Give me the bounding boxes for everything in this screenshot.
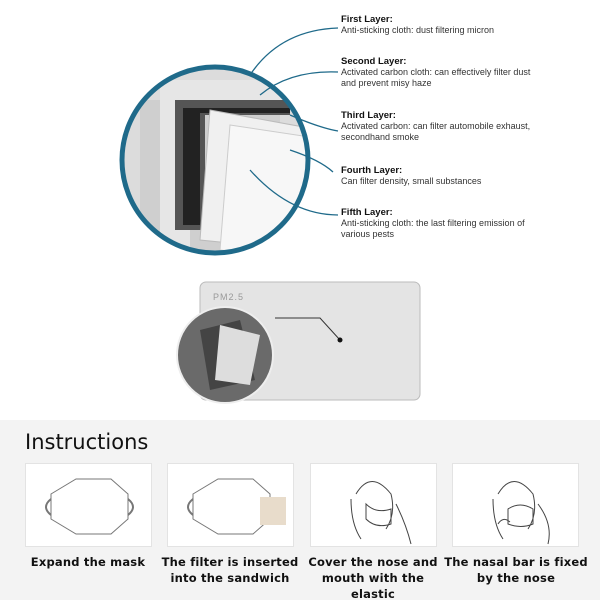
step-image-insert (167, 463, 294, 547)
step-image-expand (25, 463, 152, 547)
layer-title: First Layer: (341, 14, 393, 25)
layer-desc: Anti-sticking cloth: dust filtering micron (341, 25, 495, 35)
step-caption: Cover the nose and mouth with the elastic (308, 555, 438, 601)
layer-title: Fifth Layer: (341, 207, 393, 218)
layer-title: Fourth Layer: (341, 165, 403, 176)
instructions-title: Instructions (25, 430, 149, 454)
layer-desc: Anti-sticking cloth: the last filtering emission of various pests (341, 218, 525, 239)
layer-4 (341, 165, 541, 187)
layer-2 (341, 56, 541, 89)
layer-title: Third Layer: (341, 110, 396, 121)
layer-title: Second Layer: (341, 56, 407, 67)
layer-3 (341, 110, 541, 143)
layer-5 (341, 207, 541, 240)
layer-desc: Can filter density, small substances (341, 176, 482, 186)
step-image-nasal (452, 463, 579, 547)
step-caption: The nasal bar is fixed by the nose (444, 555, 588, 585)
step-caption: Expand the mask (30, 555, 146, 569)
step-image-cover (310, 463, 437, 547)
layer-desc: Activated carbon: can filter automobile exhaust, secondhand smoke (341, 121, 531, 142)
step-caption: The filter is inserted into the sandwich (161, 555, 299, 585)
layer-1 (341, 14, 541, 36)
layer-desc: Activated carbon cloth: can effectively filter dust and prevent misy haze (341, 67, 531, 88)
filter-label: PM2.5 (213, 292, 245, 302)
